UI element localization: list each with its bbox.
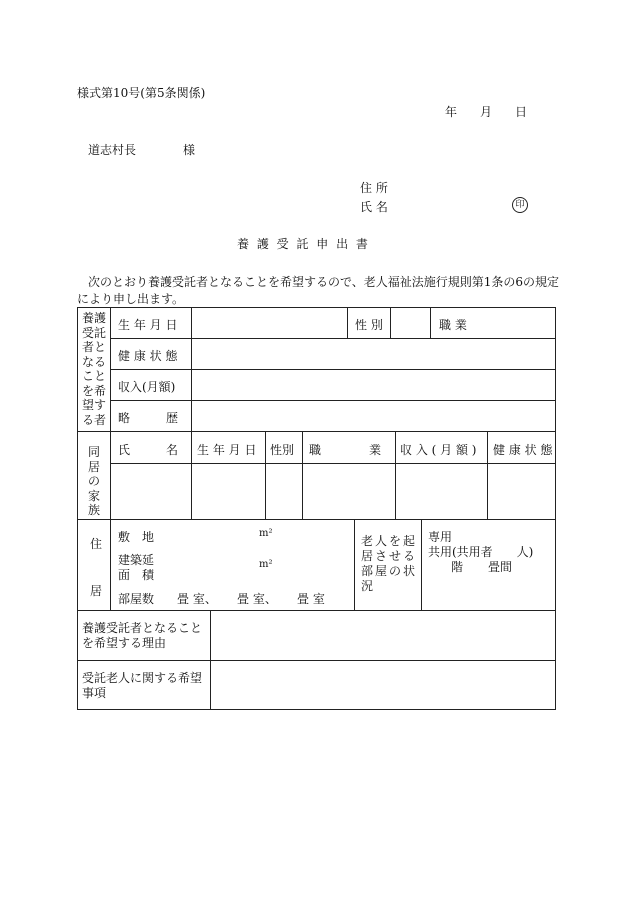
reason-field[interactable] <box>211 611 555 659</box>
table-divider <box>77 431 556 432</box>
seal-icon: 印 <box>512 197 528 213</box>
family-col-birth: 生 年 月 日 <box>197 443 257 457</box>
form-number: 様式第10号(第5条関係) <box>77 86 206 100</box>
table-divider <box>421 519 422 610</box>
rooms-unit-2: 畳 室、 <box>237 592 277 606</box>
income-label: 収入(月額) <box>118 380 176 394</box>
date-year: 年 <box>445 105 458 119</box>
rooms-unit-1: 畳 室、 <box>177 592 217 606</box>
room-status-label: 老人を起 居させる 部屋の状 況 <box>361 534 418 593</box>
site-label: 敷 地 <box>118 530 155 544</box>
birth-date-field[interactable] <box>192 308 346 337</box>
occupation-label: 職 業 <box>439 318 467 332</box>
room-private: 専用 <box>428 530 453 544</box>
addressee: 道志村長 <box>88 143 137 157</box>
building-label: 建築延 <box>118 553 155 567</box>
intro-line-2: により申し出ます。 <box>77 292 185 306</box>
table-divider <box>354 519 355 610</box>
table-divider <box>77 519 556 520</box>
family-col-sex: 性別 <box>270 443 295 457</box>
building-unit: m² <box>259 559 273 570</box>
table-divider <box>110 307 111 610</box>
family-col-name: 氏 名 <box>118 443 179 457</box>
residence-label-top: 住 <box>90 537 103 551</box>
honorific: 様 <box>183 143 196 157</box>
rooms-label: 部屋数 <box>118 592 155 606</box>
rooms-unit-3: 畳 室 <box>297 592 325 606</box>
date-month: 月 <box>480 105 493 119</box>
address-label: 住 所 <box>360 181 388 195</box>
history-label: 略 歴 <box>118 411 179 425</box>
family-col-occupation: 職 業 <box>309 443 382 457</box>
room-floor: 階 <box>451 560 464 574</box>
intro-line-1: 次のとおり養護受託者となることを希望するので、老人福祉法施行規則第1条の6の規定 <box>88 275 560 289</box>
health-label: 健 康 状 態 <box>118 349 178 363</box>
income-field[interactable] <box>192 370 555 399</box>
history-field[interactable] <box>192 401 555 430</box>
applicant-section-label: 養護 受託 者と なる こと を希 望す る者 <box>81 311 106 427</box>
wishes-field[interactable] <box>211 661 555 709</box>
room-shared: 共用(共用者 人) <box>428 545 534 559</box>
family-row-field[interactable] <box>111 464 555 518</box>
family-col-income: 収 入 ( 月 額 ) <box>400 443 477 457</box>
table-divider <box>347 307 348 338</box>
name-label: 氏 名 <box>360 200 388 214</box>
sex-field[interactable] <box>391 308 429 337</box>
sex-label: 性 別 <box>355 318 383 332</box>
birth-date-label: 生 年 月 日 <box>118 318 178 332</box>
table-divider <box>430 307 431 338</box>
date-day: 日 <box>515 105 528 119</box>
document-title: 養 護 受 託 申 出 書 <box>237 237 370 251</box>
family-col-health: 健 康 状 態 <box>493 443 553 457</box>
site-unit: m² <box>259 528 273 539</box>
residence-label-bottom: 居 <box>90 584 103 598</box>
family-section-label: 同 居 の 家 族 <box>87 445 100 517</box>
area-label: 面 積 <box>118 568 155 582</box>
wishes-label: 受託老人に関する希望 事項 <box>82 671 203 700</box>
room-mat: 畳間 <box>488 560 513 574</box>
health-field[interactable] <box>192 339 555 368</box>
reason-label: 養護受託者となること を希望する理由 <box>82 621 203 650</box>
occupation-field[interactable] <box>480 308 555 337</box>
